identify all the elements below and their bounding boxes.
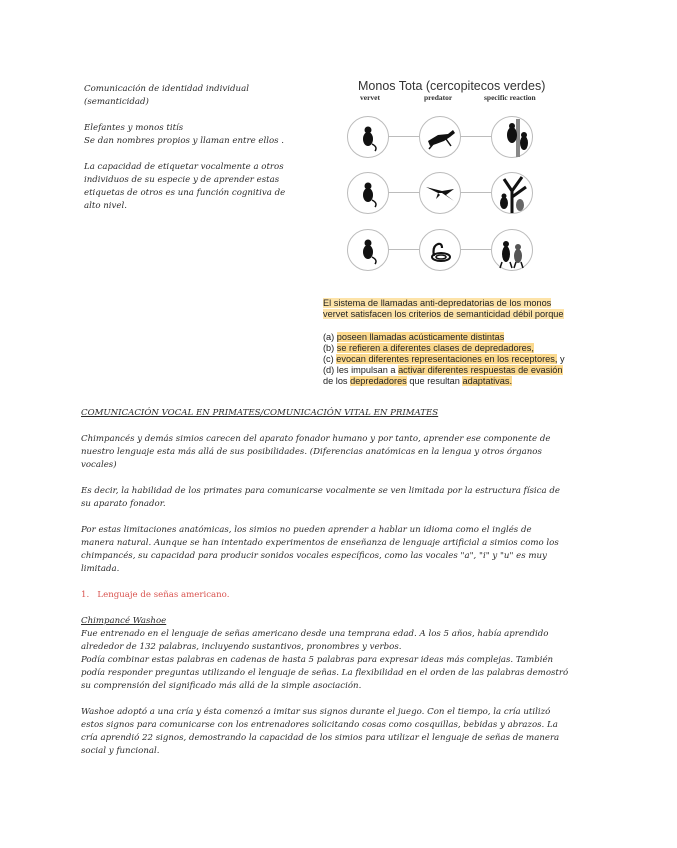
criterion-text: activar diferentes respuestas de evasión: [398, 365, 563, 375]
vervet-intro-line-1: El sistema de llamadas anti-depredatorias de los monos: [323, 298, 552, 308]
list-heading-asl: [81, 589, 601, 602]
identity-title-1: Comunicación de identidad individual: [84, 84, 249, 94]
criterion-text: que resultan: [406, 376, 463, 386]
paragraph-line: cría aprendió 22 signos, demostrando la capacidad de los simios para utilizar el lenguaje de señas de manera: [81, 733, 560, 743]
paragraph-1: [81, 433, 601, 472]
left-notes: [84, 83, 314, 213]
paragraph-line: vocales): [81, 460, 117, 470]
paragraph-line: estos signos para comunicarse con los entrenadores solicitando cosas como cosquillas, bebidas y abrazos. La: [81, 720, 558, 730]
elephants-line-2: Se dan nombres propios y llaman entre ellos .: [84, 136, 285, 146]
washoe-title: Chimpancé Washoe: [81, 616, 167, 626]
vervet-icon: [347, 172, 389, 214]
figure-title: Monos Tota (cercopitecos verdes): [358, 79, 546, 93]
criterion-text: se refieren a diferentes clases de depredadores,: [336, 343, 534, 353]
criterion-marker: (a): [323, 332, 337, 342]
connector-line: [459, 192, 491, 193]
snake-icon: [419, 229, 461, 271]
capacity-line: etiquetas de otros es una función cognitiva de: [84, 188, 286, 198]
criterion-d: [323, 365, 593, 376]
capacity-line: La capacidad de etiquetar vocalmente a otros: [84, 162, 284, 172]
criterion-text: poseen llamadas acústicamente distintas: [336, 332, 505, 342]
paragraph-line: alrededor de 132 palabras, incluyendo sustantivos, pronombres y verbos.: [81, 642, 402, 652]
criterion-a: [323, 332, 593, 343]
paragraph-line: Podía combinar estas palabras en cadenas de hasta 5 palabras para expresar ideas más complejas. También: [81, 655, 554, 665]
monkeys-climbing-icon: [491, 116, 533, 158]
paragraph-3: [81, 524, 601, 576]
col-reaction: specific reaction: [484, 93, 536, 102]
criterion-highlight: depredadores: [350, 376, 407, 386]
criterion-marker: (b): [323, 343, 337, 353]
paragraph-line: social y funcional.: [81, 746, 160, 756]
elephants-line-1: Elefantes y monos titís: [84, 123, 184, 133]
paragraph-line: Fue entrenado en el lenguaje de señas americano desde una temprana edad. A los 5 años, había aprendido: [81, 629, 549, 639]
criterion-highlight: adaptativas.: [462, 376, 513, 386]
figure-row-snake: [347, 229, 552, 275]
paragraph-line: nuestro lenguaje esta más allá de sus posibilidades. (Diferencias anatómicas en la lengua y otros órganos: [81, 447, 542, 457]
vervet-criteria-list: [323, 332, 593, 387]
eagle-icon: [419, 172, 461, 214]
paragraph-line: limitada.: [81, 564, 120, 574]
figure-row-leopard: [347, 116, 552, 162]
list-number: 1.: [81, 590, 90, 600]
capacity-line: individuos de su especie y de aprender estas: [84, 175, 280, 185]
vervet-icon: [347, 116, 389, 158]
capacity-paragraph: [84, 161, 314, 213]
vervet-intro-line-2: vervet satisfacen los criterios de semanticidad débil porque: [323, 309, 564, 319]
criterion-text: evocan diferentes representaciones en los receptores,: [336, 354, 558, 364]
capacity-line: alto nivel.: [84, 201, 127, 211]
section-heading: COMUNICACIÓN VOCAL EN PRIMATES/COMUNICACIÓN VITAL EN PRIMATES: [81, 408, 439, 418]
paragraph-line: Por estas limitaciones anatómicas, los simios no pueden aprender a hablar un idioma como el inglés de: [81, 525, 532, 535]
paragraph-4: [81, 628, 601, 693]
paragraph-line: su comprensión del significado más allá de la simple asociación.: [81, 681, 362, 691]
connector-line: [387, 136, 419, 137]
connector-line: [459, 136, 491, 137]
connector-line: [387, 192, 419, 193]
criterion-b: [323, 343, 593, 354]
vervet-semanticity-box: [323, 298, 593, 387]
paragraph-line: chimpancés, su capacidad para producir sonidos vocales específicos, como las vocales "a", "i" y "u" es muy: [81, 551, 547, 561]
paragraph-line: manera natural. Aunque se han intentado experimentos de enseñanza de lenguaje artificial a simios como los: [81, 538, 559, 548]
vervet-icon: [347, 229, 389, 271]
criterion-marker: (c): [323, 354, 337, 364]
leopard-icon: [419, 116, 461, 158]
criterion-text: de los: [323, 376, 351, 386]
main-section: [81, 407, 601, 758]
criterion-marker: (d) les impulsan a: [323, 365, 399, 375]
col-predator: predator: [424, 93, 453, 102]
identity-title-2: (semanticidad): [84, 97, 149, 107]
criterion-suffix: y: [557, 354, 565, 364]
col-vervet: vervet: [360, 93, 380, 102]
criterion-e: [323, 376, 593, 387]
criterion-c: [323, 354, 593, 365]
paragraph-5: [81, 706, 601, 758]
figure-row-eagle: [347, 172, 552, 218]
connector-line: [459, 249, 491, 250]
list-title: Lenguaje de señas americano.: [97, 590, 230, 600]
paragraph-line: podía responder preguntas utilizando el lenguaje de señas. La flexibilidad en el orden de las palabras demostró: [81, 668, 569, 678]
paragraph-line: Chimpancés y demás simios carecen del aparato fonador humano y por tanto, aprender ese componente de: [81, 434, 551, 444]
connector-line: [387, 249, 419, 250]
monkeys-standing-icon: [491, 229, 533, 271]
paragraph-line: su aparato fonador.: [81, 499, 166, 509]
vervet-intro: [323, 298, 593, 320]
paragraph-2: [81, 485, 601, 511]
paragraph-line: Washoe adoptó a una cría y ésta comenzó a imitar sus signos durante el juego. Con el tiempo, la cría utilizó: [81, 707, 551, 717]
monkeys-tree-icon: [491, 172, 533, 214]
paragraph-line: Es decir, la habilidad de los primates para comunicarse vocalmente se ven limitada por la estructura física de: [81, 486, 560, 496]
